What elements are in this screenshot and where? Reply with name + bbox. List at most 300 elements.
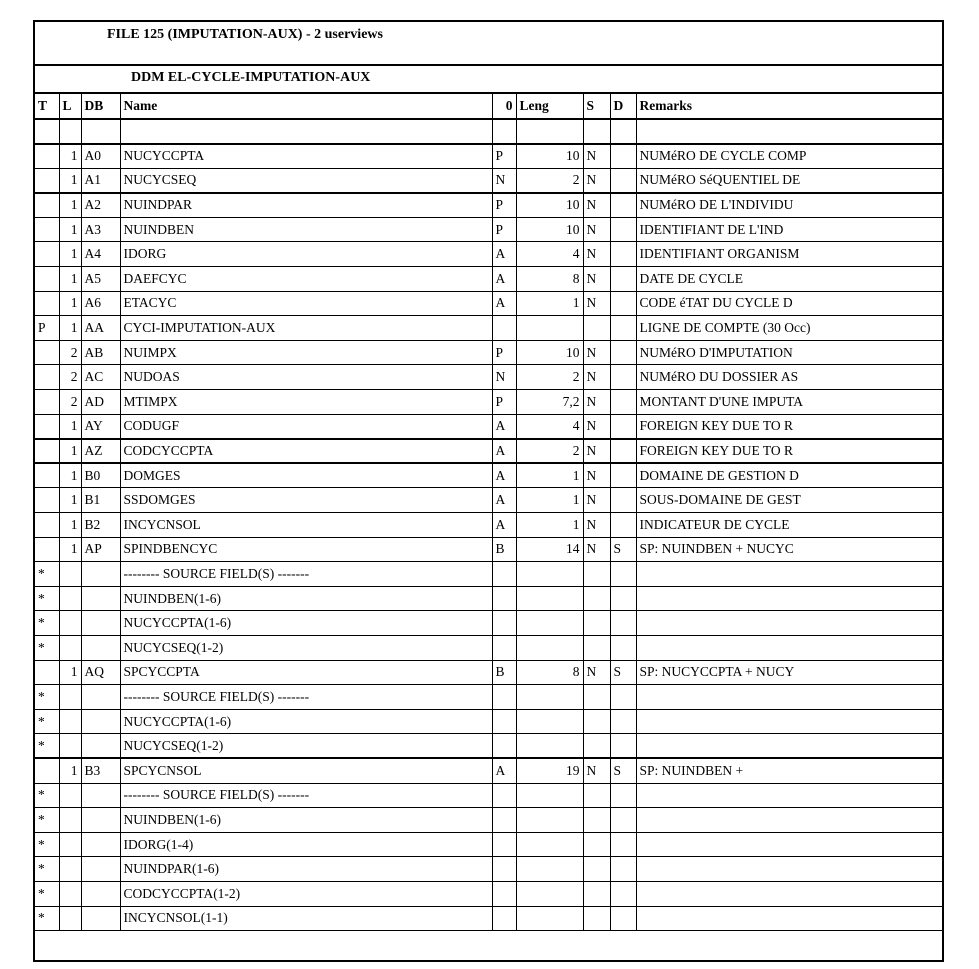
cell-o: P <box>492 217 516 242</box>
cell-remarks <box>636 857 942 882</box>
cell-l: 1 <box>59 193 81 218</box>
table-row <box>35 562 942 587</box>
cell-name: CYCI-IMPUTATION-AUX <box>120 316 492 341</box>
table-row <box>35 611 942 636</box>
cell-d <box>610 488 636 513</box>
cell-remarks: CODE éTAT DU CYCLE D <box>636 291 942 316</box>
cell-l: 1 <box>59 758 81 783</box>
table-row <box>35 734 942 759</box>
cell-l <box>59 119 81 144</box>
cell-remarks <box>636 562 942 587</box>
cell-d <box>610 808 636 833</box>
cell-d <box>610 463 636 488</box>
cell-o: A <box>492 513 516 538</box>
cell-s: N <box>583 291 610 316</box>
cell-l: 1 <box>59 144 81 169</box>
cell-l: 1 <box>59 168 81 193</box>
cell-name: INCYCNSOL(1-1) <box>120 906 492 931</box>
col-header-s: S <box>583 94 610 119</box>
cell-s: N <box>583 758 610 783</box>
cell-db <box>81 783 120 808</box>
cell-s: N <box>583 242 610 267</box>
cell-l <box>59 611 81 636</box>
cell-db <box>81 685 120 710</box>
cell-remarks: SP: NUINDBEN + NUCYC <box>636 537 942 562</box>
cell-leng <box>516 734 583 759</box>
cell-db: A1 <box>81 168 120 193</box>
cell-leng <box>516 586 583 611</box>
cell-t <box>35 488 59 513</box>
table-row <box>35 709 942 734</box>
cell-db: B2 <box>81 513 120 538</box>
cell-t <box>35 242 59 267</box>
cell-d <box>610 390 636 415</box>
cell-remarks <box>636 783 942 808</box>
cell-s <box>583 562 610 587</box>
cell-name: DOMGES <box>120 463 492 488</box>
cell-name: DAEFCYC <box>120 267 492 292</box>
cell-t <box>35 390 59 415</box>
cell-s: N <box>583 439 610 464</box>
cell-db: AZ <box>81 439 120 464</box>
cell-o <box>492 783 516 808</box>
cell-l <box>59 562 81 587</box>
cell-l: 1 <box>59 316 81 341</box>
cell-d <box>610 193 636 218</box>
cell-o <box>492 808 516 833</box>
cell-name: SSDOMGES <box>120 488 492 513</box>
cell-leng <box>516 857 583 882</box>
cell-d <box>610 144 636 169</box>
cell-name: NUCYCCPTA(1-6) <box>120 611 492 636</box>
table-row <box>35 906 942 931</box>
cell-name: INCYCNSOL <box>120 513 492 538</box>
cell-remarks: MONTANT D'UNE IMPUTA <box>636 390 942 415</box>
cell-d <box>610 365 636 390</box>
table-row <box>35 808 942 833</box>
cell-db: AA <box>81 316 120 341</box>
cell-remarks <box>636 119 942 144</box>
cell-s: N <box>583 168 610 193</box>
table-row <box>35 463 942 488</box>
cell-remarks: NUMéRO DE CYCLE COMP <box>636 144 942 169</box>
cell-t: * <box>35 562 59 587</box>
cell-leng: 14 <box>516 537 583 562</box>
cell-s: N <box>583 513 610 538</box>
table-row <box>35 635 942 660</box>
cell-l: 1 <box>59 463 81 488</box>
cell-remarks <box>636 685 942 710</box>
cell-t: * <box>35 734 59 759</box>
cell-leng <box>516 635 583 660</box>
table-row <box>35 857 942 882</box>
table-row <box>35 193 942 218</box>
cell-name: NUINDBEN(1-6) <box>120 586 492 611</box>
cell-db: AP <box>81 537 120 562</box>
cell-l <box>59 832 81 857</box>
cell-l: 1 <box>59 242 81 267</box>
cell-l: 1 <box>59 439 81 464</box>
cell-o: P <box>492 144 516 169</box>
cell-s <box>583 685 610 710</box>
cell-s: N <box>583 488 610 513</box>
cell-leng: 1 <box>516 513 583 538</box>
cell-o: A <box>492 267 516 292</box>
cell-s <box>583 611 610 636</box>
cell-db <box>81 857 120 882</box>
cell-leng: 8 <box>516 267 583 292</box>
cell-db <box>81 881 120 906</box>
cell-name: CODUGF <box>120 414 492 439</box>
cell-remarks: IDENTIFIANT DE L'IND <box>636 217 942 242</box>
cell-d <box>610 709 636 734</box>
cell-t: * <box>35 709 59 734</box>
cell-db: A6 <box>81 291 120 316</box>
cell-d <box>610 439 636 464</box>
cell-leng: 10 <box>516 144 583 169</box>
cell-db: A5 <box>81 267 120 292</box>
cell-leng: 4 <box>516 414 583 439</box>
table-row <box>35 340 942 365</box>
cell-t: * <box>35 857 59 882</box>
cell-t <box>35 439 59 464</box>
cell-s <box>583 881 610 906</box>
cell-o: A <box>492 439 516 464</box>
cell-t: * <box>35 881 59 906</box>
cell-name: NUCYCCPTA(1-6) <box>120 709 492 734</box>
cell-remarks: SOUS-DOMAINE DE GEST <box>636 488 942 513</box>
cell-o <box>492 611 516 636</box>
cell-s <box>583 906 610 931</box>
cell-l <box>59 635 81 660</box>
cell-name: NUINDBEN <box>120 217 492 242</box>
cell-leng <box>516 709 583 734</box>
cell-l: 1 <box>59 488 81 513</box>
cell-remarks: DATE DE CYCLE <box>636 267 942 292</box>
cell-remarks: IDENTIFIANT ORGANISM <box>636 242 942 267</box>
cell-db: B3 <box>81 758 120 783</box>
cell-d <box>610 906 636 931</box>
cell-l <box>59 857 81 882</box>
cell-s: N <box>583 365 610 390</box>
cell-d: S <box>610 758 636 783</box>
table-row <box>35 881 942 906</box>
cell-o <box>492 316 516 341</box>
cell-t <box>35 119 59 144</box>
cell-t <box>35 758 59 783</box>
ddm-title-row <box>35 66 942 94</box>
cell-leng <box>516 881 583 906</box>
cell-leng: 10 <box>516 217 583 242</box>
cell-l <box>59 709 81 734</box>
cell-o <box>492 635 516 660</box>
cell-l <box>59 808 81 833</box>
cell-s <box>583 709 610 734</box>
table-row <box>35 783 942 808</box>
cell-s <box>583 783 610 808</box>
table-row <box>35 291 942 316</box>
cell-l: 1 <box>59 217 81 242</box>
cell-o <box>492 857 516 882</box>
cell-db <box>81 832 120 857</box>
table-body <box>35 119 942 931</box>
col-header-d: D <box>610 94 636 119</box>
cell-o <box>492 734 516 759</box>
cell-l: 1 <box>59 660 81 685</box>
cell-t <box>35 168 59 193</box>
cell-t: * <box>35 586 59 611</box>
cell-t: * <box>35 783 59 808</box>
cell-leng <box>516 562 583 587</box>
cell-d <box>610 267 636 292</box>
cell-d <box>610 242 636 267</box>
cell-leng <box>516 119 583 144</box>
cell-t <box>35 217 59 242</box>
cell-remarks: NUMéRO SéQUENTIEL DE <box>636 168 942 193</box>
cell-d <box>610 340 636 365</box>
cell-name: SPCYCNSOL <box>120 758 492 783</box>
cell-t <box>35 414 59 439</box>
cell-l: 2 <box>59 390 81 415</box>
table-row <box>35 390 942 415</box>
cell-leng: 2 <box>516 365 583 390</box>
cell-o <box>492 832 516 857</box>
cell-d: S <box>610 660 636 685</box>
cell-d <box>610 562 636 587</box>
col-header-t: T <box>35 94 59 119</box>
cell-leng <box>516 832 583 857</box>
cell-t: P <box>35 316 59 341</box>
cell-l <box>59 586 81 611</box>
cell-o: P <box>492 340 516 365</box>
cell-l <box>59 906 81 931</box>
cell-d <box>610 832 636 857</box>
cell-remarks: LIGNE DE COMPTE (30 Occ) <box>636 316 942 341</box>
table-row <box>35 242 942 267</box>
cell-s: N <box>583 193 610 218</box>
cell-d: S <box>610 537 636 562</box>
cell-l <box>59 685 81 710</box>
cell-o: A <box>492 291 516 316</box>
cell-d <box>610 316 636 341</box>
cell-remarks <box>636 635 942 660</box>
cell-remarks <box>636 906 942 931</box>
cell-s: N <box>583 660 610 685</box>
cell-o <box>492 709 516 734</box>
cell-o: A <box>492 242 516 267</box>
cell-name: NUCYCSEQ <box>120 168 492 193</box>
cell-name: -------- SOURCE FIELD(S) ------- <box>120 783 492 808</box>
table-header-row <box>35 94 942 119</box>
table-row <box>35 144 942 169</box>
file-title: FILE 125 (IMPUTATION-AUX) - 2 userviews <box>107 27 383 42</box>
cell-leng: 19 <box>516 758 583 783</box>
cell-d <box>610 734 636 759</box>
cell-db <box>81 119 120 144</box>
cell-name: IDORG(1-4) <box>120 832 492 857</box>
cell-t <box>35 340 59 365</box>
cell-o <box>492 906 516 931</box>
cell-d <box>610 217 636 242</box>
cell-d <box>610 783 636 808</box>
cell-d <box>610 635 636 660</box>
cell-s: N <box>583 217 610 242</box>
cell-leng <box>516 808 583 833</box>
cell-remarks <box>636 734 942 759</box>
cell-t: * <box>35 808 59 833</box>
cell-name: NUINDPAR <box>120 193 492 218</box>
table-row <box>35 316 942 341</box>
cell-db <box>81 734 120 759</box>
cell-remarks <box>636 611 942 636</box>
cell-t <box>35 660 59 685</box>
cell-db <box>81 611 120 636</box>
cell-db: AY <box>81 414 120 439</box>
cell-db: B0 <box>81 463 120 488</box>
cell-s <box>583 316 610 341</box>
cell-s <box>583 635 610 660</box>
col-header-l: L <box>59 94 81 119</box>
ddm-title: DDM EL-CYCLE-IMPUTATION-AUX <box>131 70 371 85</box>
cell-s <box>583 857 610 882</box>
cell-db <box>81 586 120 611</box>
table-row <box>35 660 942 685</box>
cell-o <box>492 881 516 906</box>
cell-remarks <box>636 881 942 906</box>
cell-s: N <box>583 414 610 439</box>
cell-remarks: NUMéRO DE L'INDIVIDU <box>636 193 942 218</box>
cell-o: B <box>492 537 516 562</box>
cell-db: AQ <box>81 660 120 685</box>
col-header-leng: Leng <box>516 94 583 119</box>
cell-s: N <box>583 390 610 415</box>
table-row <box>35 488 942 513</box>
cell-remarks: SP: NUINDBEN + <box>636 758 942 783</box>
cell-t <box>35 144 59 169</box>
cell-db <box>81 808 120 833</box>
cell-o <box>492 685 516 710</box>
col-header-remarks: Remarks <box>636 94 942 119</box>
cell-t <box>35 267 59 292</box>
cell-t <box>35 291 59 316</box>
cell-leng: 1 <box>516 291 583 316</box>
cell-s: N <box>583 144 610 169</box>
table-row <box>35 439 942 464</box>
table-row <box>35 168 942 193</box>
cell-name: NUCYCCPTA <box>120 144 492 169</box>
cell-o <box>492 119 516 144</box>
table-row <box>35 119 942 144</box>
cell-l: 1 <box>59 537 81 562</box>
cell-t <box>35 193 59 218</box>
cell-s: N <box>583 340 610 365</box>
table-row <box>35 537 942 562</box>
col-header-db: DB <box>81 94 120 119</box>
field-table <box>35 94 942 931</box>
cell-remarks: SP: NUCYCCPTA + NUCY <box>636 660 942 685</box>
cell-s <box>583 734 610 759</box>
cell-leng: 2 <box>516 168 583 193</box>
col-header-o: 0 <box>492 94 516 119</box>
cell-s: N <box>583 463 610 488</box>
col-header-name: Name <box>120 94 492 119</box>
cell-o: P <box>492 193 516 218</box>
cell-name: ETACYC <box>120 291 492 316</box>
cell-o <box>492 586 516 611</box>
cell-o: N <box>492 168 516 193</box>
cell-db: A0 <box>81 144 120 169</box>
table-row <box>35 217 942 242</box>
cell-s: N <box>583 267 610 292</box>
cell-t: * <box>35 611 59 636</box>
cell-name: NUIMPX <box>120 340 492 365</box>
cell-l: 2 <box>59 340 81 365</box>
cell-d <box>610 685 636 710</box>
cell-db <box>81 635 120 660</box>
cell-o: A <box>492 414 516 439</box>
cell-s <box>583 586 610 611</box>
cell-o: A <box>492 758 516 783</box>
cell-l: 1 <box>59 513 81 538</box>
cell-db: A3 <box>81 217 120 242</box>
cell-s <box>583 832 610 857</box>
table-row <box>35 414 942 439</box>
cell-name: SPINDBENCYC <box>120 537 492 562</box>
cell-s <box>583 119 610 144</box>
table-row <box>35 513 942 538</box>
cell-remarks: NUMéRO D'IMPUTATION <box>636 340 942 365</box>
cell-remarks <box>636 832 942 857</box>
table-row <box>35 586 942 611</box>
cell-l <box>59 734 81 759</box>
cell-name: NUCYCSEQ(1-2) <box>120 635 492 660</box>
cell-db: A4 <box>81 242 120 267</box>
cell-name: NUDOAS <box>120 365 492 390</box>
cell-leng <box>516 783 583 808</box>
cell-d <box>610 857 636 882</box>
cell-remarks <box>636 709 942 734</box>
ddm-document <box>33 20 944 962</box>
cell-leng: 2 <box>516 439 583 464</box>
cell-l: 1 <box>59 291 81 316</box>
cell-remarks: FOREIGN KEY DUE TO R <box>636 439 942 464</box>
cell-name: -------- SOURCE FIELD(S) ------- <box>120 685 492 710</box>
cell-remarks: FOREIGN KEY DUE TO R <box>636 414 942 439</box>
cell-leng: 10 <box>516 193 583 218</box>
cell-s <box>583 808 610 833</box>
table-row <box>35 685 942 710</box>
cell-leng <box>516 316 583 341</box>
cell-leng <box>516 685 583 710</box>
cell-db: AB <box>81 340 120 365</box>
cell-o: P <box>492 390 516 415</box>
cell-s: N <box>583 537 610 562</box>
cell-t <box>35 365 59 390</box>
cell-leng: 7,2 <box>516 390 583 415</box>
cell-db: AC <box>81 365 120 390</box>
cell-t <box>35 463 59 488</box>
cell-remarks: NUMéRO DU DOSSIER AS <box>636 365 942 390</box>
cell-t: * <box>35 832 59 857</box>
cell-leng: 1 <box>516 488 583 513</box>
cell-d <box>610 168 636 193</box>
cell-t <box>35 537 59 562</box>
cell-l <box>59 881 81 906</box>
cell-t: * <box>35 685 59 710</box>
cell-d <box>610 119 636 144</box>
cell-name: MTIMPX <box>120 390 492 415</box>
cell-name <box>120 119 492 144</box>
